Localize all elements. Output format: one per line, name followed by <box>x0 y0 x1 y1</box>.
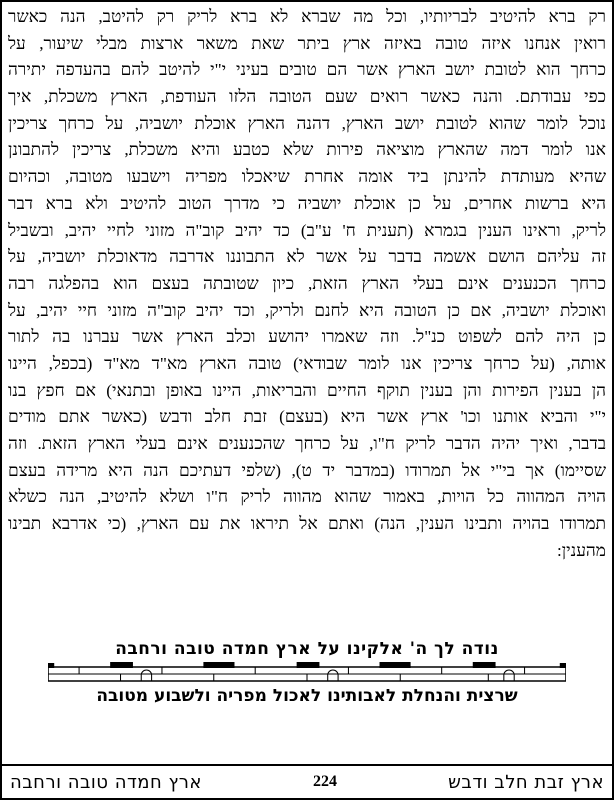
page-footer <box>2 764 612 798</box>
footer-right-title: ארץ זבת חלב ודבש <box>448 771 604 793</box>
text-line: רואין אנחנו איזה טובה באיזה ארץ ביתר שאת משאר ארצות מבלי שיעור, על <box>8 33 606 53</box>
footer-left-title: ארץ חמדה טובה ורחבה <box>10 771 202 793</box>
text-line: ואוכלת יושביה, אם כן הטובה היא לחנם ולריק, וכד יהיב קוב"ה מזוני חיי יהיב, על <box>8 300 606 320</box>
text-line: נוכל לומר שהוא לטובת יושב הארץ, דהנה הארץ אוכלת יושביה, על כרחך צריכין <box>8 113 606 133</box>
banner-top-text: נודה לך ה' אלקינו על ארץ חמדה טובה ורחבה <box>115 639 499 659</box>
text-line: זה עליהם הושם אשמה בדבר על אשר לא התבוננו אדרבה מדאוכלת יושביה, על <box>8 247 606 267</box>
page-number: 224 <box>313 773 338 790</box>
text-line: הויה המהווה כל הויות, באמור שהוא מהווה לריק ח"ו ושלא להיטיב, הנה כשלא <box>8 487 606 507</box>
text-line: הן בענין הפירות והן בענין תוקף החיים והבריאות, היינו באופן ובתנאי) אם חפץ בנו <box>8 380 606 400</box>
text-line: אותה, (על כרחך צריכין אנו לומר שבודאי) טובה הארץ מא"ד מא"ד (בכפל, היינו <box>8 353 606 373</box>
jerusalem-banner <box>32 638 582 708</box>
text-line: רק ברא להיטיב לבריותיו, וכל מה שברא לא ברא לריק רק להיטב, הנה כאשר <box>8 7 606 26</box>
text-line: בדבר, ואיך יהיה הדבר לריק ח"ו, על כרחך שהכנענים אינם בעלי הארץ הזאת. וזה <box>8 434 606 453</box>
text-line: כרחך הוא לטובת יושב הארץ אשר הם טובים בעיני י"י להיטב להם בהעדפה יתירה <box>8 60 606 80</box>
text-line: כן היה להם לשפוט כנ"ל. וזה שאמרו יהושע וכלב הארץ אשר עברנו בה לתור <box>8 327 606 347</box>
city-wall-icon <box>48 662 566 682</box>
text-line: כרחך הכנענים אינם בעלי הארץ הזאת, כיון שטובתה בעצם הוא בהפלגה רבה <box>8 273 606 293</box>
body-text <box>8 4 606 564</box>
text-line: מהענין: <box>556 540 606 560</box>
text-line: כפי עבודתם. והנה כאשר רואים שעם הטובה הלזו העודפת, הארץ משכלת, איך <box>8 87 606 107</box>
text-line: היא ברשות אחרים, על כן אוכלת יושביה כי מדרך הטוב להיטיב ולא ברא דבר <box>8 193 606 213</box>
text-line: אנו לומר דמה שהארץ מוציאה פירות שלא כטבע והיא משכלת, צריכין להתבונן <box>8 140 606 160</box>
text-line: י"י והביא אותנו וכו' ארץ אשר היא (בעצם) זבת חלב ודבש (כאשר אתם מודים <box>8 407 606 427</box>
banner-bottom-text: שרצית והנחלת לאבותינו לאכול מפריה ולשבוע מטובה <box>96 686 518 706</box>
text-line: שסיימו) אך בי"י אל תמרודו (במדבר יד ט), (שלפי דעתיכם הנה היא מרידה בעצם <box>8 460 606 480</box>
text-line: לריק, וראינו הענין בגמרא (תענית ח' ע"ב) כד יהיב קוב"ה מזוני לחיי יהיב, ובשביל <box>8 220 606 240</box>
text-line: שהיא מעותדת להינתן ביד אומה אחרת שיאכלו מפריה וישבעו מטובה, וכהיום <box>8 167 606 187</box>
text-line: תמרודו בהויה ותבינו הענין, הנה) ואתם אל תיראו את עם הארץ, (כי אדרבא תבינו <box>8 514 606 534</box>
